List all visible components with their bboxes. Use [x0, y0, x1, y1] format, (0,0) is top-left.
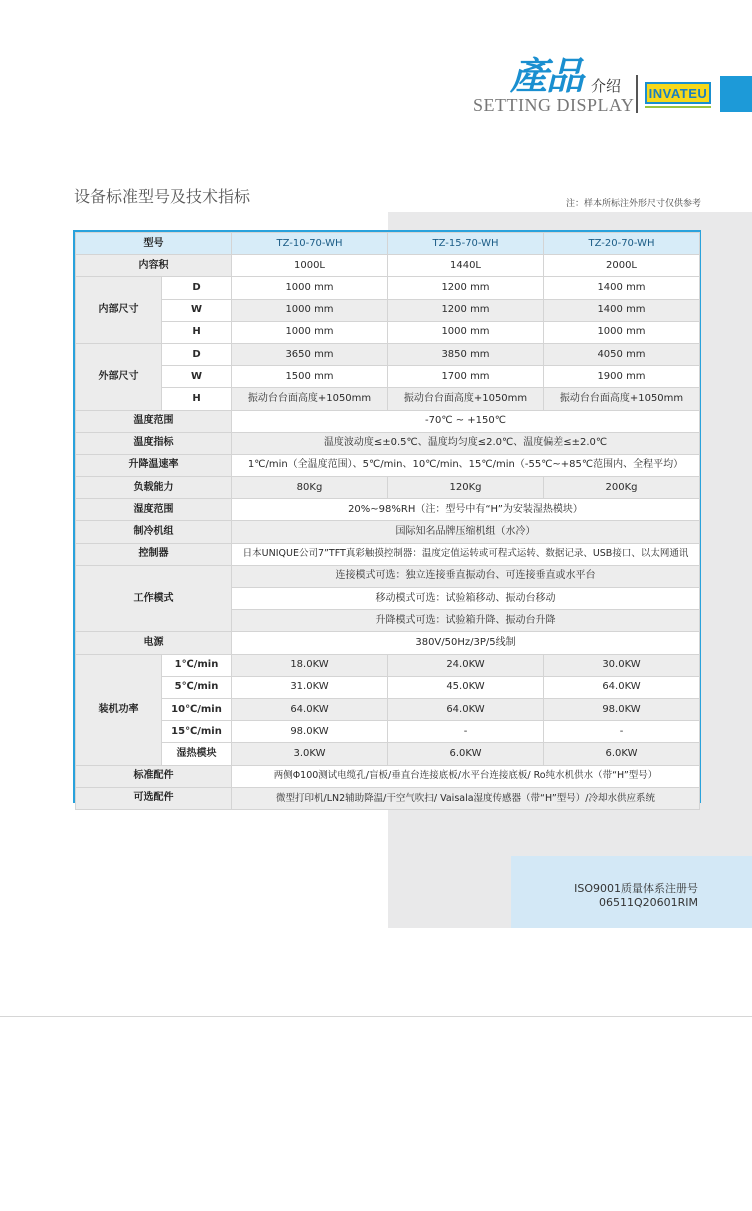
table-row — [76, 366, 700, 388]
row-label: 控制器 — [76, 543, 232, 565]
row-label: 温度范围 — [76, 410, 232, 432]
table-cell: 连接模式可选：独立连接垂直振动台、可连接垂直或水平台 — [232, 565, 700, 587]
table-cell: 18.0KW — [232, 654, 388, 676]
header-subtitle-cn: 介绍 — [591, 77, 622, 95]
table-cell: 24.0KW — [388, 654, 544, 676]
table-cell: 振动台台面高度+1050mm — [232, 388, 388, 410]
table-cell: 1900 mm — [544, 366, 700, 388]
table-row — [76, 477, 700, 499]
table-row — [76, 321, 700, 343]
table-cell: 1000 mm — [232, 299, 388, 321]
row-label: 外部尺寸 — [76, 343, 162, 410]
table-cell: 振动台台面高度+1050mm — [388, 388, 544, 410]
table-cell: 2000L — [544, 255, 700, 277]
table-cell: 64.0KW — [232, 698, 388, 720]
table-cell: 6.0KW — [544, 743, 700, 765]
table-cell: 微型打印机/LN2辅助降温/干空气吹扫/ Vaisala湿度传感器（带“H”型号）/冷却水供应系统 — [232, 787, 700, 809]
brand-logo — [645, 82, 711, 104]
table-cell: 升降模式可选：试验箱升降、振动台升降 — [232, 610, 700, 632]
table-row — [76, 454, 700, 476]
table-cell: 1200 mm — [388, 299, 544, 321]
table-cell: 80Kg — [232, 477, 388, 499]
header-title-en: SETTING DISPLAY — [473, 95, 635, 115]
table-cell: 380V/50Hz/3P/5线制 — [232, 632, 700, 654]
header-title-cn: 產品 — [510, 53, 583, 98]
table-row — [76, 676, 700, 698]
table-cell: 45.0KW — [388, 676, 544, 698]
table-cell: 1000 mm — [232, 321, 388, 343]
table-row — [76, 499, 700, 521]
table-cell: 3850 mm — [388, 343, 544, 365]
table-row — [76, 721, 700, 743]
table-cell: 6.0KW — [388, 743, 544, 765]
section-title: 设备标准型号及技术指标 — [74, 187, 251, 206]
table-row — [76, 743, 700, 765]
table-row — [76, 654, 700, 676]
sub-label: 10℃/min — [162, 698, 232, 720]
sub-label: D — [162, 343, 232, 365]
table-cell: - — [388, 721, 544, 743]
table-cell: 64.0KW — [388, 698, 544, 720]
sub-label: 5℃/min — [162, 676, 232, 698]
table-cell: 移动模式可选：试验箱移动、振动台移动 — [232, 588, 700, 610]
table-cell: -70℃ ~ +150℃ — [232, 410, 700, 432]
table-row — [76, 565, 700, 587]
spec-table-container — [73, 230, 701, 803]
table-cell: 3.0KW — [232, 743, 388, 765]
section-note: 注：样本所标注外形尺寸仅供参考 — [566, 199, 702, 209]
table-cell: 1400 mm — [544, 277, 700, 299]
table-cell: 30.0KW — [544, 654, 700, 676]
model-cell: TZ-20-70-WH — [544, 233, 700, 255]
table-cell: 31.0KW — [232, 676, 388, 698]
table-cell: 1000L — [232, 255, 388, 277]
sub-label: 湿热模块 — [162, 743, 232, 765]
table-row — [76, 632, 700, 654]
table-cell: 1200 mm — [388, 277, 544, 299]
table-cell: 1400 mm — [544, 299, 700, 321]
table-row — [76, 233, 700, 255]
table-row — [76, 343, 700, 365]
table-cell: 1500 mm — [232, 366, 388, 388]
table-cell: 4050 mm — [544, 343, 700, 365]
table-cell: 国际知名品牌压缩机组（水冷） — [232, 521, 700, 543]
header-accent-block — [720, 76, 752, 112]
model-cell: TZ-10-70-WH — [232, 233, 388, 255]
table-cell: 日本UNIQUE公司7”TFT真彩触摸控制器：温度定值运转或可程式运转、数据记录、USB接口、以太网通讯 — [232, 543, 700, 565]
table-cell: 1440L — [388, 255, 544, 277]
page-header — [470, 45, 752, 115]
row-label: 内部尺寸 — [76, 277, 162, 344]
table-row — [76, 388, 700, 410]
table-row — [76, 698, 700, 720]
iso-number: 06511Q20601RIM — [598, 896, 698, 909]
table-cell: 98.0KW — [544, 698, 700, 720]
row-label: 标准配件 — [76, 765, 232, 787]
sub-label: W — [162, 299, 232, 321]
table-cell: 20%~98%RH（注：型号中有“H”为安装湿热模块） — [232, 499, 700, 521]
row-label: 工作模式 — [76, 565, 232, 632]
table-cell: 1000 mm — [544, 321, 700, 343]
spec-table — [75, 232, 700, 810]
table-cell: 1000 mm — [232, 277, 388, 299]
row-label: 负载能力 — [76, 477, 232, 499]
row-label: 升降温速率 — [76, 454, 232, 476]
row-label: 温度指标 — [76, 432, 232, 454]
iso-registration-box — [511, 856, 752, 928]
table-cell: 120Kg — [388, 477, 544, 499]
table-cell: 98.0KW — [232, 721, 388, 743]
logo-underline — [645, 106, 711, 108]
table-cell: 3650 mm — [232, 343, 388, 365]
logo-text: INVATEU — [648, 85, 708, 101]
table-row — [76, 277, 700, 299]
header-separator — [636, 75, 638, 113]
table-cell: 振动台台面高度+1050mm — [544, 388, 700, 410]
table-cell: 1℃/min（全温度范围）、5℃/min、10℃/min、15℃/min（-55℃~+85℃范围内、全程平均） — [232, 454, 700, 476]
row-label: 电源 — [76, 632, 232, 654]
table-row — [76, 432, 700, 454]
table-row — [76, 521, 700, 543]
iso-label: ISO9001质量体系注册号 — [574, 882, 698, 895]
table-cell: 200Kg — [544, 477, 700, 499]
table-row — [76, 410, 700, 432]
sub-label: H — [162, 388, 232, 410]
sub-label: W — [162, 366, 232, 388]
table-row — [76, 787, 700, 809]
row-label: 装机功率 — [76, 654, 162, 765]
row-label: 制冷机组 — [76, 521, 232, 543]
table-cell: 温度波动度≤±0.5℃、温度均匀度≤2.0℃、温度偏差≤±2.0℃ — [232, 432, 700, 454]
sub-label: D — [162, 277, 232, 299]
row-label: 湿度范围 — [76, 499, 232, 521]
sub-label: 15℃/min — [162, 721, 232, 743]
table-cell: 64.0KW — [544, 676, 700, 698]
bottom-divider — [0, 1016, 752, 1017]
row-label: 内容积 — [76, 255, 232, 277]
sub-label: 1℃/min — [162, 654, 232, 676]
row-label: 型号 — [76, 233, 232, 255]
row-label: 可选配件 — [76, 787, 232, 809]
table-cell: - — [544, 721, 700, 743]
table-row — [76, 299, 700, 321]
sub-label: H — [162, 321, 232, 343]
model-cell: TZ-15-70-WH — [388, 233, 544, 255]
table-row — [76, 765, 700, 787]
table-row — [76, 255, 700, 277]
table-cell: 两侧Φ100测试电缆孔/盲板/垂直台连接底板/水平台连接底板/ Ro纯水机供水（带“H”型号） — [232, 765, 700, 787]
table-row — [76, 543, 700, 565]
table-cell: 1700 mm — [388, 366, 544, 388]
table-cell: 1000 mm — [388, 321, 544, 343]
